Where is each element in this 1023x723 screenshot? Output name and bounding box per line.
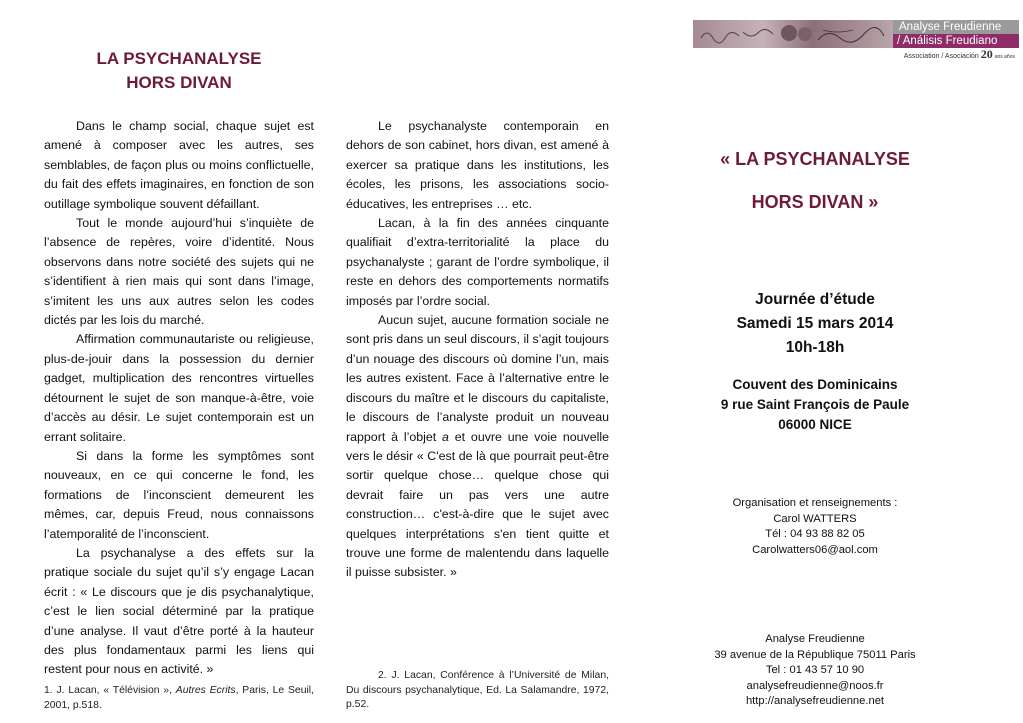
assoc-phone: Tel : 01 43 57 10 90 <box>765 664 865 677</box>
event-details <box>690 288 940 360</box>
logo-line1: Analyse Freudienne <box>893 20 1019 34</box>
right-title-line2: HORS DIVAN » <box>751 192 879 212</box>
left-title-line1: LA PSYCHANALYSE <box>96 49 262 68</box>
left-paragraph-1: Dans le champ social, chaque sujet est amené à composer avec les autres, ses semblables, de façon plus ou moins conflictuelle, du fait des effets imaginaires, en fonction de son outillage symbolique souvent défaillant. <box>44 119 314 211</box>
logo-anniversary: Association / Asociación 20 ans años <box>903 47 1015 61</box>
left-title-line2: HORS DIVAN <box>126 73 232 92</box>
left-paragraph-4: Si dans la forme les symptômes sont nouveaux, en ce qui concerne le fond, les formations de l’inconscient demeurent les mêmes, car, depuis Freud, nous connaissons l’atemporalité de l’inconscient. <box>44 448 314 541</box>
logo-line2: / Análisis Freudiano <box>897 35 998 47</box>
assoc-email[interactable]: analysefreudienne@noos.fr <box>746 679 884 692</box>
middle-paragraph-3: Aucun sujet, aucune formation sociale ne sont pris dans un seul discours, il s’agit toujours d’un nouage des discours où domine l’un, mais les autres existent. Face à l’alternative entre le discours du maître et le discours du capitaliste, le discours de l’analyste produit un nouveau rapport à l’objet a et ouvre une voie nouvelle vers le désir « C'est de là que pourrait peut-être sortir quelque chose… quelque chose qui devrait faire un pas vers une autre construction… c'est-à-dire que le sujet avec quelques interprétations s'en tient quitte et trouve une forme de malentendu dans laquelle il puisse subsister. » <box>346 313 609 580</box>
middle-paragraph-1: Le psychanalyste contemporain en dehors de son cabinet, hors divan, est amené à exercer sa pratique dans les institutions, les écoles, les prisons, les associations socio-éducatives, les entreprises … etc. <box>346 119 609 211</box>
footnote-2: 2. J. Lacan, Conférence à l’Université de Milan, Du discours psychanalytique, Ed. La Salamandre, 1972, p.52. <box>346 670 609 710</box>
middle-paragraph-2: Lacan, à la fin des années cinquante qualifiait d’extra-territorialité la place du psychanalyste ; garant de l’ordre symbolique, il reste en dehors des comportements normatifs imposés par l’ordre social. <box>346 216 609 308</box>
venue-city: 06000 NICE <box>778 417 852 432</box>
org-email[interactable]: Carolwatters06@aol.com <box>752 543 878 556</box>
venue <box>690 375 940 435</box>
middle-footnote <box>346 669 609 713</box>
venue-name: Couvent des Dominicains <box>732 377 898 392</box>
footnote-1-suffix: , Paris, Le Seuil, 2001, p.518. <box>44 685 314 711</box>
footnote-1-prefix: 1. J. Lacan, « Télévision », <box>44 685 176 696</box>
handwriting-decoration <box>693 20 893 48</box>
left-paragraph-3: Affirmation communautariste ou religieuse, plus-de-jouir dans la possession du dernier gadget, multiplication des rencontres virtuelles détournent le sujet de son manque-à-être, voie d’accès au désir. Le sujet contemporain est un errant solitaire. <box>44 332 314 444</box>
assoc-website[interactable]: http://analysefreudienne.net <box>745 695 885 708</box>
org-name: Carol WATTERS <box>773 512 857 525</box>
right-title-line1: « LA PSYCHANALYSE <box>720 149 910 169</box>
objet-a: a <box>442 429 449 444</box>
left-footnote <box>44 684 314 713</box>
logo-photo-strip <box>693 20 893 48</box>
organisation-info <box>690 496 940 558</box>
left-paragraph-5: La psychanalyse a des effets sur la pratique sociale du sujet qu’il s’y engage Lacan écrit : « Le discours que je dis psychanalytique, c’est le lien social déterminé par la pratique d’une analyse. Il vaut d’être porté à la hauteur des plus fondamentaux parmi les liens qui restent pour nous en activité. » <box>44 545 314 677</box>
org-phone: Tél : 04 93 88 82 05 <box>765 528 865 541</box>
org-label: Organisation et renseignements : <box>732 497 898 509</box>
venue-street: 9 rue Saint François de Paule <box>720 397 910 412</box>
assoc-address: 39 avenue de la République 75011 Paris <box>714 648 916 661</box>
event-date: Samedi 15 mars 2014 <box>736 315 894 332</box>
event-time: 10h-18h <box>785 339 845 356</box>
footnote-1-title: Autres Ecrits <box>175 685 236 696</box>
event-type: Journée d’étude <box>755 291 875 308</box>
left-body <box>44 117 314 680</box>
middle-body <box>346 117 609 583</box>
assoc-name: Analyse Freudienne <box>765 633 865 645</box>
left-column <box>44 47 314 95</box>
association-info <box>690 632 940 710</box>
left-paragraph-2: Tout le monde aujourd’hui s’inquiète de l’absence de repères, voire d’identité. Nous observons dans notre société des sujets qui ne s’identifient à rien mais qui sont dans l’image, s’imitent les uns aux autres selon les codes dictés par les lois du marché. <box>44 216 314 328</box>
analyse-freudienne-logo <box>693 20 1019 64</box>
